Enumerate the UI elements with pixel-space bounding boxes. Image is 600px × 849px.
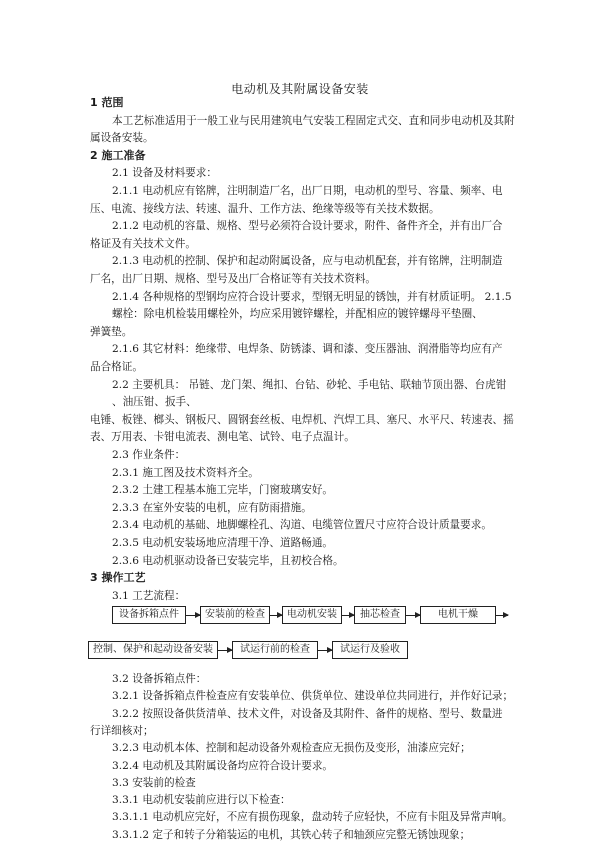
flow-step-core-check: 抽芯检查: [354, 606, 406, 624]
flow-step-unpack: 设备拆箱点件: [112, 606, 186, 624]
flow-arrow: [342, 615, 354, 616]
text-line: 3.3.1.1 电动机应完好，不应有损伤现象，盘动转子应轻快，不应有卡阻及异常声响。: [112, 811, 513, 824]
flow-arrow: [270, 615, 282, 616]
text-line: 属设备安装。: [90, 132, 154, 145]
text-line: 2.3 作业条件：: [112, 449, 186, 461]
text-line: 2.1.2 电动机的容量、规格、型号必须符合设计要求，附件、备件齐全，并有出厂合: [112, 220, 503, 233]
text-line: 2.3.1 施工图及技术资料齐全。: [112, 466, 259, 479]
text-line: 螺栓：除电机检装用螺栓外，均应采用镀锌螺栓，并配相应的镀锌螺母平垫圈、: [112, 308, 483, 321]
flow-arrow: [186, 615, 200, 616]
text-line: 3.3.1 电动机安装前应进行以下检查：: [112, 794, 291, 807]
text-line: 、油压钳、扳手、: [112, 396, 197, 409]
flow-arrow: [496, 615, 508, 616]
text-line: 2.1.4 各种规格的型钢均应符合设计要求，型钢无明显的锈蚀，并有材质证明。 2.1.5: [112, 290, 512, 303]
flow-arrow: [406, 615, 420, 616]
flow-step-test-run-acceptance: 试运行及验收: [332, 641, 408, 659]
text-line: 格证及有关技术文件。: [90, 237, 196, 250]
text-line: 2.1.3 电动机的控制、保护和起动附属设备，应与电动机配套，并有铭牌，注明制造: [112, 255, 503, 268]
flow-step-pre-run-check: 试运行前的检查: [232, 641, 318, 659]
text-line: 3.2.1 设备拆箱点件检查应有安装单位、供货单位、建设单位共同进行，并作好记录；: [112, 690, 514, 703]
text-line: 2.3.6 电动机驱动设备已安装完毕，且初校合格。: [112, 554, 344, 567]
text-line: 3.2.3 电动机本体、控制和起动设备外观检查应无损伤及变形，油漆应完好；: [112, 742, 471, 755]
text-line: 3.3 安装前的检查: [112, 776, 196, 789]
text-line: 3.2.4 电动机及其附属设备均应符合设计要求。: [112, 759, 334, 772]
text-line: 3.1 工艺流程：: [112, 589, 186, 602]
flow-step-motor-install: 电动机安装: [282, 606, 342, 624]
section-heading: 2 施工准备: [90, 148, 146, 162]
section-heading: 1 范围: [90, 96, 124, 109]
text-line: 本工艺标准适用于一般工业与民用建筑电气安装工程固定式交、直和同步电动机及其附: [112, 114, 515, 127]
flow-step-control-device-install: 控制、保护和起动设备安装: [88, 641, 218, 659]
text-line: 2.3.2 土建工程基本施工完毕，门窗玻璃安好。: [112, 484, 334, 497]
flow-step-pre-install-check: 安装前的检查: [200, 606, 270, 624]
text-line: 厂名，出厂日期、规格、型号及出厂合格证等有关技术资料。: [90, 273, 377, 285]
flow-arrow: [318, 650, 332, 651]
text-line: 3.2.2 按照设备供货清单、技术文件，对设备及其附件、备件的规格、型号、数量进: [112, 707, 503, 720]
flow-step-motor-drying: 电机干燥: [420, 606, 496, 624]
text-line: 2.1.6 其它材料：绝缘带、电焊条、防锈漆、调和漆、变压器油、润滑脂等均应有产: [112, 343, 503, 356]
section-heading: 3 操作工艺: [90, 571, 146, 585]
text-line: 压、电流、接线方法、转速、温升、工作方法、绝缘等级等有关技术数据。: [90, 202, 440, 215]
text-line: 表、万用表、卡钳电流表、测电笔、试铃、电子点温计。: [90, 431, 355, 444]
text-line: 2.3.5 电动机安装场地应清理干净、道路畅通。: [112, 537, 334, 549]
flow-arrow: [218, 650, 232, 651]
text-line: 行详细核对；: [90, 724, 154, 737]
text-line: 2.3.4 电动机的基础、地脚螺栓孔、沟道、电缆管位置尺寸应符合设计质量要求。: [112, 519, 492, 532]
text-line: 2.1 设备及材料要求：: [112, 167, 217, 180]
text-line: 电锤、板锉、榔头、钢板尺、圆钢套丝板、电焊机、汽焊工具、塞尺、水平尺、转速表、摇: [90, 413, 514, 426]
document-title: 电动机及其附属设备安装: [231, 82, 369, 96]
text-line: 2.1.1 电动机应有铭牌，注明制造厂名，出厂日期，电动机的型号、容量、频率、电: [112, 185, 503, 197]
text-line: 2.3.3 在室外安装的电机，应有防雨措施。: [112, 501, 312, 514]
text-line: 弹簧垫。: [90, 325, 133, 338]
text-line: 3.3.1.2 定子和转子分箱装运的电机，其铁心转子和轴颈应完整无锈蚀现象；: [112, 828, 471, 841]
text-line: 3.2 设备拆箱点件：: [112, 673, 207, 685]
text-line: 2.2 主要机具： 吊链、龙门架、绳扣、台钻、砂轮、手电钻、联轴节顶出器、台虎钳: [112, 378, 507, 391]
text-line: 品合格证。: [90, 361, 143, 373]
